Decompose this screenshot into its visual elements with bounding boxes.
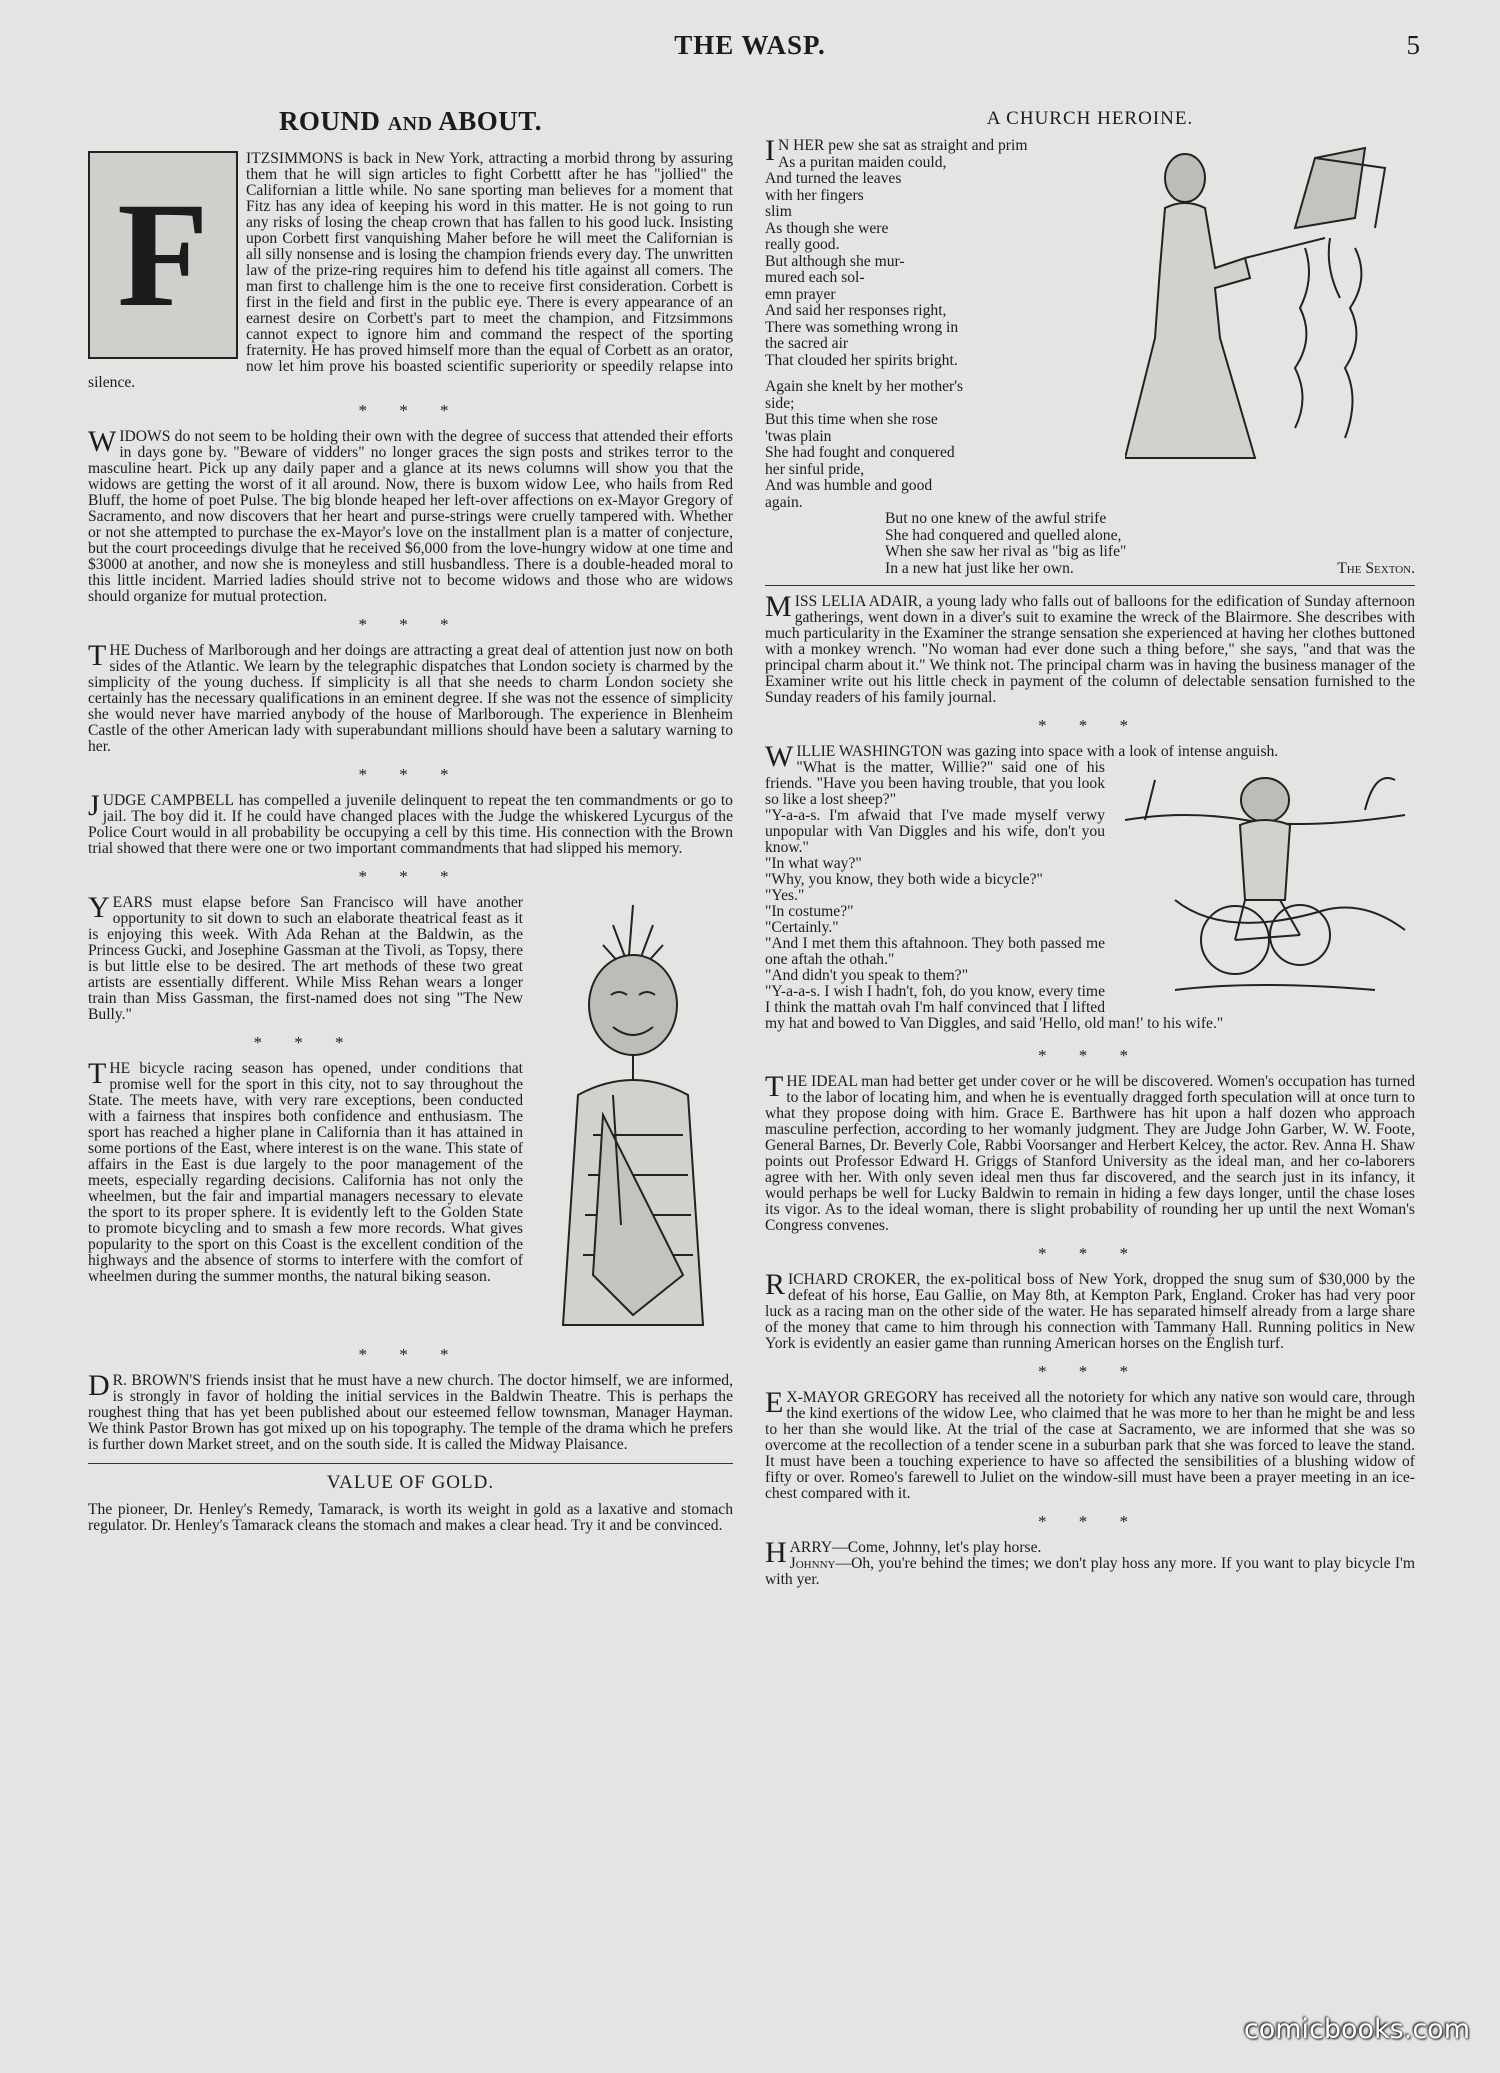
- value-of-gold-title: VALUE OF GOLD.: [326, 1472, 495, 1493]
- site-watermark: comicbooks.com: [1243, 2014, 1470, 2045]
- separator-stars: * * *: [1038, 1046, 1142, 1065]
- right-column: A CHURCH HEROINE. I N HER pew she sat as straight and prim As a puritan maiden could, And turned the leaves with her fingers slim As though she were really good. But although she mur- mured each sol- emn prayer And said her responses right, There was something wrong in the sacred air That clouded her spirits bright. Again she knelt by her mother's side; But this time when she rose 'twas plain She had fought and conquered her sinful pride, And was humble and good again. But no one knew of the awful strife She had conquered and quelled alone, When she saw her rival as "big as life" In a new hat just like her own. The Sexton. MISS LELIA ADAIR, a young lady who falls out of balloons for the edification of Sunday afternoon gatherings, went down in a diver's suit to examine the wreck of the Blairmore. She describes with much particularity in the Examiner the strange sensation she experienced at having her clothes buttoned with a monkey wrench. "No woman had ever done such a thing before," she says, "and that was the principal charm about it." We think not. The principal charm was in having the business manager of the Examiner write out his little check in payment of the column of delectable sensation furnished to the Sunday readers of his family journal. * * * WILLIE WASHINGTON was gazing into space with a look of intense anguish. "What is the matter, Willie?" said one of his friends. "Have you been having trouble, that you look so like a lost sheep?" "Y-a-a-s. I'm afwaid that I've made myself verwy unpopular with Van Diggles and his wife, don't you know." "In what way?" "Why, you know, they both wide a bicycle?" "Yes." "In costume?" "Certainly." "And I met them this aftahnoon. They both passed me one aftah the othah." "And didn't you speak to them?" "Y-a-a-s. I wish I hadn't, foh, do you know, every time I think the mattah ovah I'm half convinced that I lifted my hat and bowed to Van Diggles, and said 'Hello, old man!' to his wife." * * * THE IDEAL man had better get under cover or he will be discovered. Women's occupation has turned to the labor of locating him, and when he is eventually dragged forth speculation will at once turn to what they propose doing with him. Grace E. Barthwere has hit upon a half dozen who approach masculine perfection, according to her womanly judgment. They are Judge John Garber, W. W. Foote, General Barnes, Dr. Beverly Cole, Rabbi Voorsanger and Herbert Kelcey, the actor. Rev. Anna H. Shaw points out Professor Edward H. Griggs of Stanford University as the ideal man, and her co-laborers agree with her. With only seven ideal men thus far discovered, and the search just in its infancy, it would perhaps be well for Lucky Baldwin to remain in hiding a few days longer, until the chase loses its vigor. As to the ideal woman, there is slight probability of rounding her up until the next Woman's Congress convenes. * * * RICHARD CROKER, the ex-political boss of New York, dropped the snug sum of $30,000 by the defeat of his horse, Eau Gallie, on May 8th, at Kempton Park, England. Croker has had very poor luck as a racing man on the other side of the water. He has separated himself already from a large share of the money that came to him through his connection with Tammany Hall. Running politics in New York is evidently an easier game than running American horses on the English turf. * * * E X-MAYOR GREGORY has received all the notoriety for which any native son would care, through the kind exertions of the widow Lee, who claimed that he was more to her than he might be and less to her than she would like. At the trial of the case at Sacramento, we are informed that she was so overcome at the recollection of a tender scene in a suburban park that she was forced to leave the stand. It must have been a touching experience to have so affected the sensibilities of a blushing widow of fifty or over. Romeo's farewell to Juliet on the window-sill must have been a prayer meeting in an ice-chest compared with it. * * * HARRY—Come, Johnny, let's play horse. Johnny—Oh, you're behind the times; we don't play hoss any more. If you want to play bicycle I'm with yer.: [765, 108, 1416, 1588]
- separator-stars: * * *: [253, 1033, 358, 1052]
- masthead: THE WASP.: [674, 30, 826, 60]
- article-richard-croker: RICHARD CROKER, the ex-political boss of New York, dropped the snug sum of $30,000 by the defeat of his horse, Eau Gallie, on May 8th, at Kempton Park, England. Croker has had very poor luck as a racing man on the other side of the water. He has separated himself already from a large share of the money that came to him through his connection with Tammany Hall. Running politics in New York is evidently an easier game than running American horses on the English turf.: [765, 1268, 1415, 1352]
- article-willie-washington: WILLIE WASHINGTON was gazing into space with a look of intense anguish.: [765, 740, 1279, 773]
- separator-stars: * * *: [1038, 716, 1142, 735]
- bicyclist-illustration: [1115, 760, 1415, 1010]
- separator-stars: * * *: [358, 1345, 463, 1364]
- separator-stars: * * *: [1038, 1362, 1142, 1381]
- article-theatre: YEARS must elapse before San Francisco will have another opportunity to sit down to such an elaborate theatrical feast as it is enjoying this week. With Ada Rehan at the Baldwin, as the Princess Gucki, and Josephine Gassman at the Tivoli, as Topsy, there is but little else to be desired. The art methods of these two great artists are essentially different. While Miss Rehan wears a longer train than Miss Gassman, the first-named does not sing "The New Bully.": [88, 891, 523, 1023]
- article-judge-campbell: JUDGE CAMPBELL has compelled a juvenile delinquent to repeat the ten commandments or go to jail. The boy did it. If he could have changed places with the Judge the whiskered Lycurgus of the Police Court would in all probability be occupying a cell by this time. His connection with the Brown trial showed that there were one or two important commandments that had slipped his memory.: [88, 789, 733, 857]
- article-bicycle-racing: THE bicycle racing season has opened, under conditions that promise well for the sport in this city, not to say throughout the State. The meets have, with very rare exceptions, been conducted with a fairness that inspires both confidence and enthusiasm. The sport has reached a higher plane in California than it has attained in some portions of the East, where interest is on the wane. This state of affairs in the East is due largely to the poor management of the meets, especially regarding decisions. California has not only the wheelmen, but the fair and impartial managers necessary to elevate the sport to its proper sphere. It is evidently left to the Golden State to promote bicycling and to smash a few more records. What gives popularity to the sport on this Coast is the excellent condition of the highways and the absence of storms to interfere with the comfort of wheelmen during the summer months, the natural biking season.: [88, 1057, 523, 1285]
- separator-stars: * * *: [358, 867, 463, 886]
- poem-signature: The Sexton.: [1337, 559, 1415, 577]
- section-title-round-about: ROUND AND ABOUT.: [278, 106, 543, 136]
- article-ideal-man: THE IDEAL man had better get under cover or he will be discovered. Women's occupation has turned to the labor of locating him, and when he is eventually dragged forth speculation will at once turn to what they propose doing with him. Grace E. Barthwere has hit upon a half dozen who approach masculine perfection, according to her womanly judgment. They are Judge John Garber, W. W. Foote, General Barnes, Dr. Beverly Cole, Rabbi Voorsanger and Herbert Kelcey, the actor. Rev. Anna H. Shaw points out Professor Edward H. Griggs of Stanford University as the ideal man, and her co-laborers agree with her. With only seven ideal men thus far discovered, and the search just in its infancy, it would perhaps be well for Lucky Baldwin to remain in hiding a few days longer, until the chase loses its vigor. As to the ideal woman, there is slight probability of rounding her up until the next Woman's Congress convenes.: [765, 1070, 1415, 1234]
- separator-stars: * * *: [358, 765, 463, 784]
- article-harry-johnny: HARRY—Come, Johnny, let's play horse.: [765, 1536, 1042, 1569]
- separator-stars: * * *: [358, 401, 463, 420]
- poem-church-heroine: I N HER pew she sat as straight and prim As a puritan maiden could, And turned the leaves with her fingers slim As though she were really good. But although she mur- mured each sol- emn prayer And said her responses right, There was something wrong in the sacred air That clouded her spirits bright. Again she knelt by her mother's side; But this time when she rose 'twas plain She had fought and conquered her sinful pride, And was humble and good again. But no one knew of the awful strife She had conquered and quelled alone, When she saw her rival as "big as life" In a new hat just like her own. The Sexton.: [765, 134, 1415, 577]
- divider: [765, 585, 1415, 586]
- divider: [88, 1463, 733, 1464]
- topsy-illustration: [533, 895, 733, 1335]
- poem-dropcap: I: [765, 134, 775, 167]
- article-duchess: THE Duchess of Marlborough and her doings are attracting a great deal of attention just now on both sides of the Atlantic. We learn by the telegraphic dispatches that London society is charmed by the simplicity of the young duchess. If simplicity is all that she needs to charm London society she certainly has the necessary qualifications in an eminent degree. If she was not the essence of simplicity she would never have married anybody of the house of Marlborough. The experience in Blenheim Castle of the other American lady with superabundant millions should have been a salutary warning to her.: [88, 639, 733, 755]
- article-ex-mayor-gregory: E X-MAYOR GREGORY has received all the notoriety for which any native son would care, through the kind exertions of the widow Lee, who claimed that he was more to her than he might be and less to her than she would like. At the trial of the case at Sacramento, we are informed that she was so overcome at the recollection of a tender scene in a suburban park that she was forced to leave the stand. It must have been a touching experience to have so affected the sensibilities of a blushing widow of fifty or over. Romeo's farewell to Juliet on the window-sill must have been a prayer meeting in an ice-chest compared with it.: [765, 1386, 1416, 1502]
- article-widows: WIDOWS do not seem to be holding their own with the degree of success that attended their efforts in days gone by. "Beware of vidders" no longer graces the sign posts and strikes terror to the masculine heart. Pick up any daily paper and a glance at its news columns will show you that the widows are getting the worst of it all around. Now, there is buxom widow Lee, who hails from Red Bluff, the home of poet Pulse. The big blonde heaped her left-over affections on ex-Mayor Gregory of Sacramento, and now discovers that her heart and purse-strings were cruelly tampered with. Whether or not she attempted to purchase the ex-Mayor's love on the installment plan is a matter of conjecture, but the court proceedings divulge that he received $6,000 from the love-hungry widow at one time and $3000 at another, and now she is moneyless and still husbandless. There is a double-headed moral to this little incident. Married ladies should strive not to become widows and those who are widows should organize for mutual protection.: [88, 425, 733, 605]
- ornamental-dropcap-f: F: [88, 151, 238, 359]
- woman-hat-illustration: [1125, 138, 1415, 468]
- separator-stars: * * *: [1038, 1512, 1142, 1531]
- separator-stars: * * *: [1038, 1244, 1142, 1263]
- value-of-gold-text: The pioneer, Dr. Henley's Remedy, Tamarack, is worth its weight in gold as a laxative and stomach regulator. Dr. Henley's Tamarack cleans the stomach and makes a clear head. Try it and be convinced.: [88, 1501, 733, 1534]
- article-lelia-adair: MISS LELIA ADAIR, a young lady who falls out of balloons for the edification of Sunday afternoon gatherings, went down in a diver's suit to examine the wreck of the Blairmore. She describes with much particularity in the Examiner the strange sensation she experienced at having her clothes buttoned with a monkey wrench. "No woman had ever done such a thing before," she says, "and that was the principal charm about it." We think not. The principal charm was in having the business manager of the Examiner write out his little check in payment of the column of delectable sensation furnished to the Sunday readers of his family journal.: [765, 590, 1415, 706]
- page-number: 5: [1406, 30, 1420, 60]
- separator-stars: * * *: [358, 615, 463, 634]
- article-fitzsimmons: ITZSIMMONS is back in New York, attracting a morbid throng by assuring them that he will sign articles to fight Corbettt after he has "jollied" the Californian a little while. No sane sporting man believes for a moment that Fitz has any idea of keeping his word in this matter. He is not going to run any risks of losing the cheap crown that has fallen to his good luck. Insisting upon Corbett first vanquishing Maher before he will meet the Californian is all silly nonsense and is losing the champion friends every day. The unwritten law of the prize-ring requires him to defend his title against all comers. The man first to challenge him is the one to receive first consideration. Corbett is first in the field and first in the public eye. There is every appearance of an earnest desire on Corbett's part to meet the champion, and Fitzsimmons cannot expect to ignore him and command the respect of the sporting fraternity. He has proved himself more than the equal of Corbett as an orator, now let him prove his boasted scientific superiority or speedily relapse into silence.: [88, 150, 733, 391]
- poem-title: A CHURCH HEROINE.: [986, 108, 1194, 129]
- page-header: [0, 30, 1500, 70]
- article-dr-brown: D R. BROWN'S friends insist that he must have a new church. The doctor himself, we are informed, is strongly in favor of holding the initial services in the Baldwin Theatre. This is perhaps the roughest thing that has yet been published about our esteemed fellow townsman, Manager Hayman. We think Pastor Brown has got mixed up on his topography. The temple of the drama which he prefers is further down Market street, and on the south side. It is called the Midway Plaisance.: [88, 1369, 733, 1453]
- left-column: [88, 100, 733, 1544]
